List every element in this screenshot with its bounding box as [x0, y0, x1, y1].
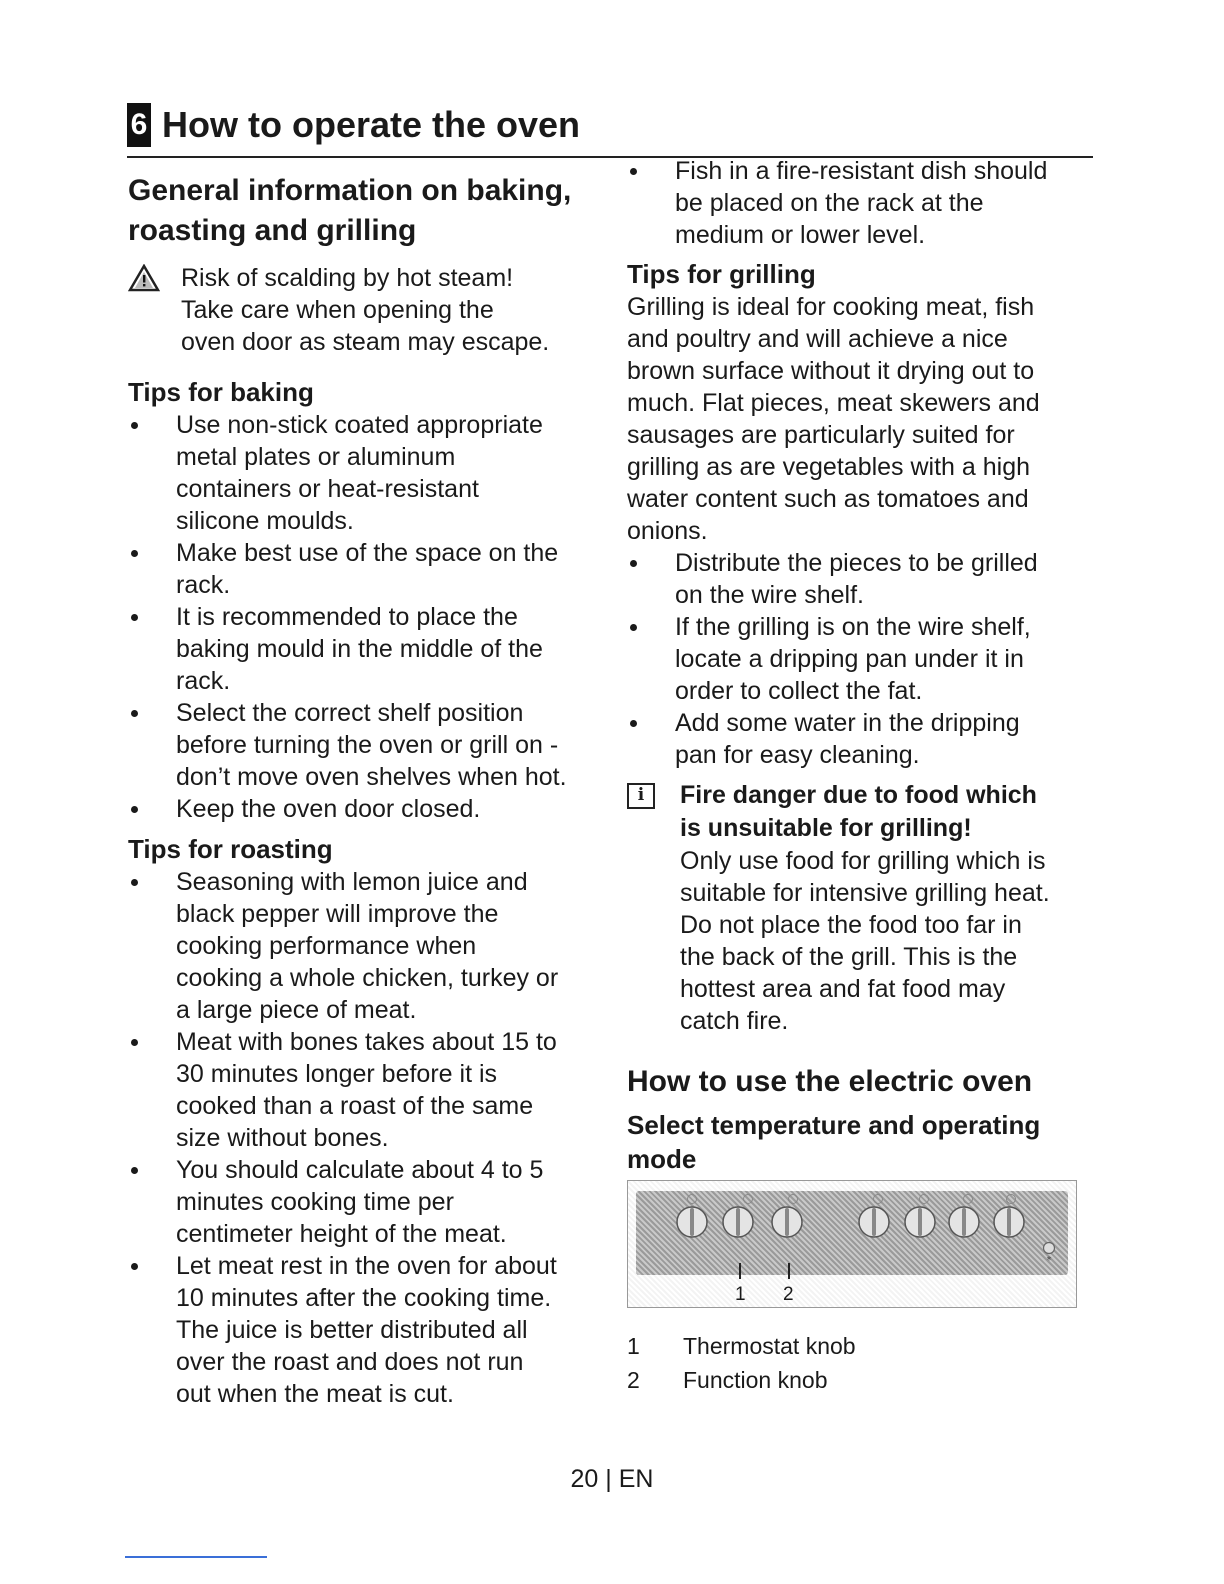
steam-warning-line: Take care when opening the [181, 296, 494, 324]
roasting-list-continued [627, 155, 1087, 251]
symbol-icon [788, 1194, 798, 1204]
warning-triangle-icon [128, 264, 160, 292]
bullet-icon [131, 710, 138, 717]
page-number: 20 | EN [570, 1465, 654, 1493]
chapter-number-badge: 6 [127, 103, 151, 147]
bullet-icon [131, 614, 138, 621]
hotplate-knob-icon [904, 1206, 936, 1238]
callout-number-2: 2 [783, 1284, 794, 1305]
left-column [128, 155, 608, 1410]
notice-line: Do not place the food too far in [680, 911, 1022, 939]
item-line: don’t move oven shelves when hot. [176, 763, 567, 791]
item-line: Select the correct shelf position [176, 699, 524, 727]
item-line: be placed on the rack at the [675, 189, 984, 217]
baking-heading: Tips for baking [128, 377, 314, 407]
symbol-icon [687, 1194, 697, 1204]
list-item [128, 409, 608, 537]
intro-line: grilling as are vegetables with a high [627, 453, 1031, 481]
item-line: It is recommended to place the [176, 603, 518, 631]
item-line: Keep the oven door closed. [176, 795, 481, 823]
item-line: medium or lower level. [675, 221, 926, 249]
item-line: baking mould in the middle of the [176, 635, 543, 663]
list-item [128, 697, 608, 793]
bullet-icon [630, 720, 637, 727]
bullet-icon [630, 560, 637, 567]
temperature-subheading-line: mode [627, 1144, 697, 1174]
notice-line: Only use food for grilling which is [680, 847, 1046, 875]
list-item [128, 866, 608, 1026]
general-heading: General information on baking, roasting and grilling [128, 174, 572, 247]
list-item [128, 601, 608, 697]
list-item [627, 155, 1087, 251]
notice-line: hottest area and fat food may [680, 975, 1006, 1003]
item-line: centimeter height of the meat. [176, 1220, 507, 1248]
item-line: Let meat rest in the oven for about [176, 1252, 557, 1280]
list-item [128, 537, 608, 601]
electric-oven-heading: How to use the electric oven [627, 1065, 1033, 1098]
legend-number: 1 [627, 1333, 640, 1359]
legend-label: Thermostat knob [683, 1333, 856, 1359]
item-line: black pepper will improve the [176, 900, 499, 928]
item-line: locate a dripping pan under it in [675, 645, 1024, 673]
notice-line: suitable for intensive grilling heat. [680, 879, 1050, 907]
notice-bold-line: Fire danger due to food which [680, 781, 1037, 809]
hotplate-knob-icon [858, 1206, 890, 1238]
list-item [627, 547, 1087, 611]
intro-line: sausages are particularly suited for [627, 421, 1015, 449]
list-item [627, 707, 1087, 771]
callout-number-1: 1 [735, 1284, 746, 1305]
list-item [128, 1250, 608, 1410]
info-icon: i [627, 783, 655, 809]
item-line: pan for easy cleaning. [675, 741, 920, 769]
item-line: cooking performance when [176, 932, 477, 960]
fire-danger-notice [627, 779, 1087, 1037]
grilling-intro [627, 291, 1087, 547]
notice-line: catch fire. [680, 1007, 789, 1035]
steam-warning-line: Risk of scalding by hot steam! [181, 264, 514, 292]
item-line: a large piece of meat. [176, 996, 417, 1024]
temperature-subheading-line: Select temperature and operating [627, 1110, 1041, 1140]
ignition-button-icon [1042, 1241, 1056, 1267]
roasting-heading: Tips for roasting [128, 834, 333, 864]
item-line: containers or heat-resistant [176, 475, 479, 503]
item-line: cooking a whole chicken, turkey or [176, 964, 559, 992]
intro-line: and poultry and will achieve a nice [627, 325, 1008, 353]
bullet-icon [630, 624, 637, 631]
symbol-icon [743, 1194, 753, 1204]
figure-legend [627, 1329, 1087, 1397]
item-line: You should calculate about 4 to 5 [176, 1156, 544, 1184]
item-line: If the grilling is on the wire shelf, [675, 613, 1031, 641]
legend-row [627, 1363, 1087, 1397]
list-item [627, 611, 1087, 707]
legend-label: Function knob [683, 1367, 828, 1393]
notice-bold-line: is unsuitable for grilling! [680, 814, 972, 842]
item-line: Distribute the pieces to be grilled [675, 549, 1038, 577]
grilling-heading: Tips for grilling [627, 259, 816, 289]
symbol-icon [919, 1194, 929, 1204]
right-column [627, 155, 1087, 1397]
grilling-list [627, 547, 1087, 771]
symbol-icon [963, 1194, 973, 1204]
item-line: silicone moulds. [176, 507, 354, 535]
function-knob-icon [771, 1206, 803, 1238]
item-line: metal plates or aluminum [176, 443, 456, 471]
item-line: Fish in a fire-resistant dish should [675, 157, 1048, 185]
intro-line: onions. [627, 517, 708, 545]
callout-line [788, 1263, 790, 1279]
list-item [128, 1154, 608, 1250]
control-panel [636, 1191, 1068, 1275]
notice-line: the back of the grill. This is the [680, 943, 1018, 971]
chapter-title: How to operate the oven [162, 104, 581, 145]
callout-line [739, 1263, 741, 1279]
legend-row [627, 1329, 1087, 1363]
intro-line: brown surface without it drying out to [627, 357, 1035, 385]
bullet-icon [131, 550, 138, 557]
intro-line: much. Flat pieces, meat skewers and [627, 389, 1040, 417]
chapter-header [127, 100, 1093, 158]
bullet-icon [131, 1039, 138, 1046]
hotplate-knob-icon [948, 1206, 980, 1238]
roasting-list [128, 866, 608, 1410]
steam-warning [128, 262, 608, 358]
item-line: out when the meat is cut. [176, 1380, 454, 1408]
control-panel-figure [627, 1180, 1077, 1308]
intro-line: water content such as tomatoes and [627, 485, 1029, 513]
symbol-icon [1006, 1194, 1016, 1204]
item-line: over the roast and does not run [176, 1348, 524, 1376]
list-item [128, 1026, 608, 1154]
svg-text:*: * [1046, 1255, 1052, 1266]
bullet-icon [131, 1167, 138, 1174]
baking-list [128, 409, 608, 825]
item-line: Add some water in the dripping [675, 709, 1020, 737]
thermostat-knob-icon [722, 1206, 754, 1238]
item-line: minutes cooking time per [176, 1188, 454, 1216]
legend-number: 2 [627, 1367, 640, 1393]
item-line: before turning the oven or grill on - [176, 731, 559, 759]
item-line: order to collect the fat. [675, 677, 923, 705]
item-line: 10 minutes after the cooking time. [176, 1284, 552, 1312]
steam-warning-line: oven door as steam may escape. [181, 328, 550, 356]
symbol-icon [873, 1194, 883, 1204]
bullet-icon [630, 168, 637, 175]
item-line: on the wire shelf. [675, 581, 864, 609]
item-line: cooked than a roast of the same [176, 1092, 534, 1120]
item-line: Meat with bones takes about 15 to [176, 1028, 557, 1056]
footer-rule [125, 1556, 267, 1558]
bullet-icon [131, 806, 138, 813]
intro-line: Grilling is ideal for cooking meat, fish [627, 293, 1035, 321]
item-line: rack. [176, 667, 231, 695]
item-line: 30 minutes longer before it is [176, 1060, 498, 1088]
item-line: Use non-stick coated appropriate [176, 411, 543, 439]
item-line: Seasoning with lemon juice and [176, 868, 528, 896]
item-line: size without bones. [176, 1124, 389, 1152]
bullet-icon [131, 1263, 138, 1270]
hotplate-knob-icon [676, 1206, 708, 1238]
bullet-icon [131, 879, 138, 886]
hotplate-knob-icon [993, 1206, 1025, 1238]
item-line: rack. [176, 571, 231, 599]
item-line: The juice is better distributed all [176, 1316, 528, 1344]
list-item [128, 793, 608, 825]
bullet-icon [131, 422, 138, 429]
item-line: Make best use of the space on the [176, 539, 559, 567]
